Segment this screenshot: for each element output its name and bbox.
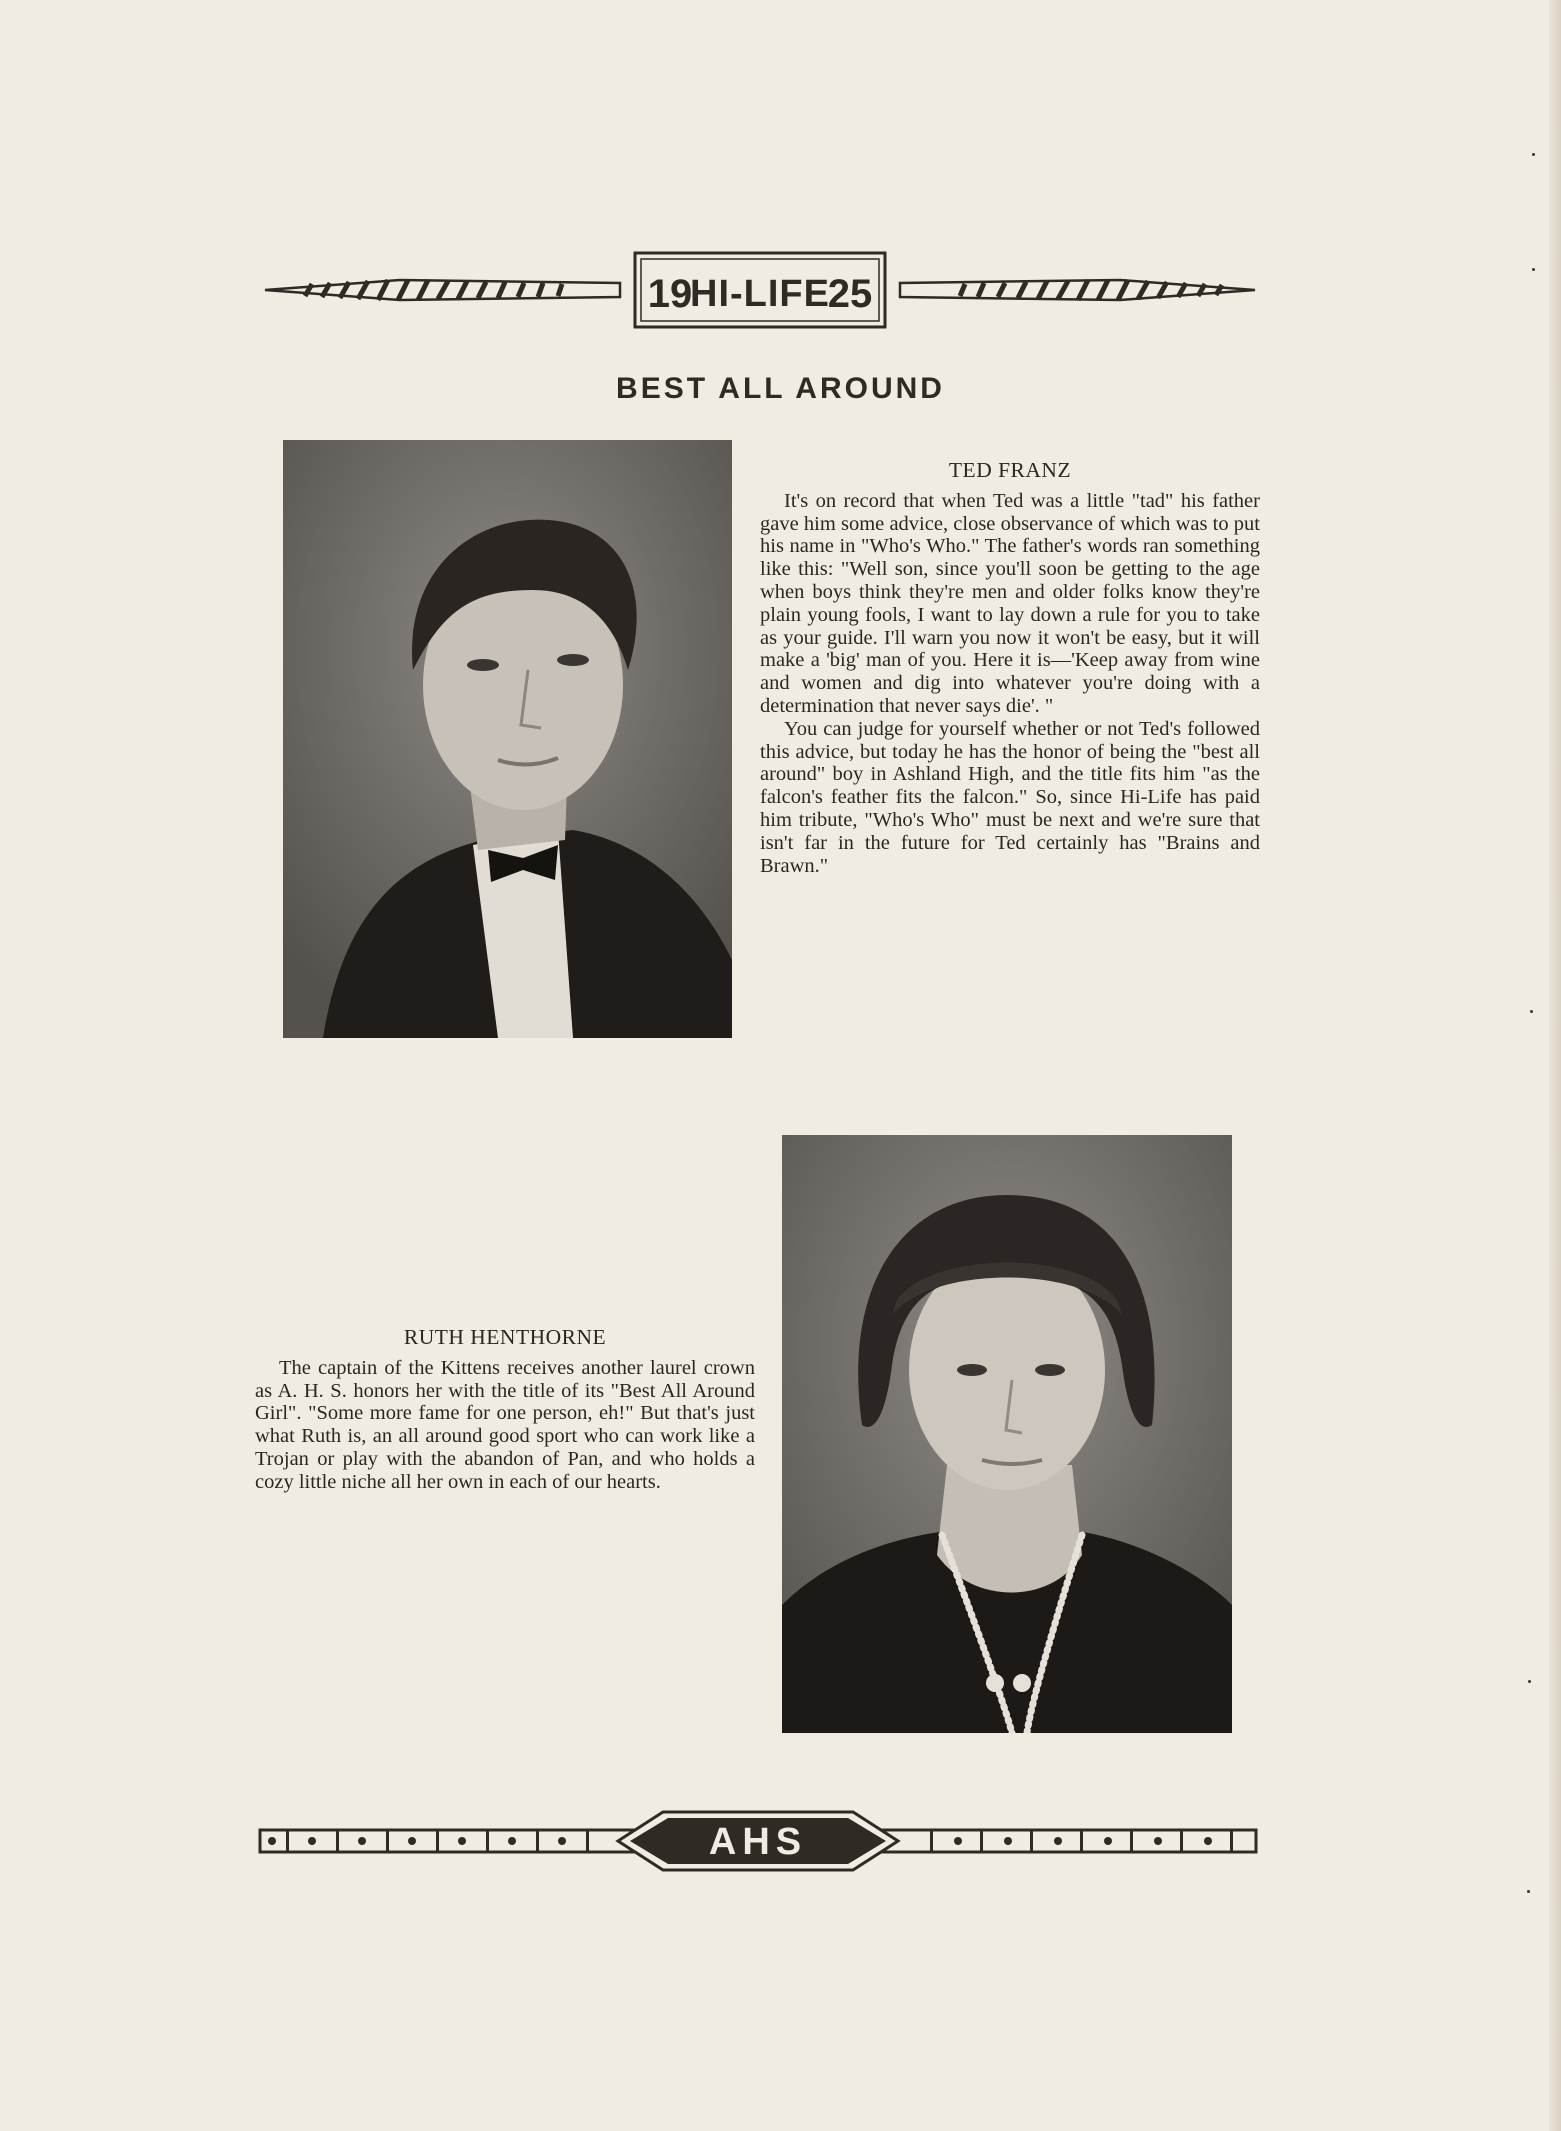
page-speck — [1532, 153, 1535, 156]
ted-bio-paragraph-2: You can judge for yourself whether or not Ted's followed this advice, but today he has the honor of being the "best all around" boy in Ashland High, and the title fits him "as the falcon's feather fits the falcon." So, since Hi-Life has paid him tribute, "Who's Who" must be next and we're sure that isn't far in the future for Ted certainly has "Brains and Brawn." — [760, 717, 1260, 877]
header-ornament — [260, 250, 1260, 330]
year-right-text: 25 — [827, 272, 873, 316]
ruth-henthorne-name: RUTH HENTHORNE — [403, 1325, 607, 1349]
hi-life-title: HI-LIFE — [690, 273, 830, 315]
section-title: BEST ALL AROUND — [616, 372, 945, 405]
page-speck — [1528, 1680, 1531, 1683]
page-speck — [1530, 1010, 1533, 1013]
ted-franz-bio — [760, 459, 1260, 877]
page-speck — [1532, 268, 1535, 271]
ruth-henthorne-portrait — [782, 1135, 1232, 1733]
page-edge — [1549, 0, 1561, 2131]
page-speck — [1527, 1890, 1530, 1893]
ruth-bio-paragraph-1: The captain of the Kittens receives another laurel crown as A. H. S. honors her with the title of its "Best All Around Girl". "Some more fame for one person, eh!" But that's just what Ruth is, an all around good sport who can work like a Trojan or play with the abandon of Pan, and who holds a cozy little niche all her own in each of our hearts. — [255, 1356, 755, 1493]
ted-franz-portrait — [283, 440, 732, 1038]
year-left-text: 19 — [647, 272, 693, 316]
hi-life-logo — [260, 250, 1260, 330]
ruth-henthorne-bio — [255, 1326, 755, 1494]
footer-ornament — [258, 1808, 1258, 1872]
ted-bio-paragraph-1: It's on record that when Ted was a little "tad" his father gave him some advice, close observance of which was to put his name in "Who's Who." The father's words ran something like this: "Well son, since you'll soon be getting to the age when boys think they're men and older folks know they're plain young fools, I want to lay down a rule for you to take as your guide. I'll warn you now it won't be easy, but it will make a 'big' man of you. Here it is—'Keep away from wine and women and dig into whatever you're doing with a determination that never says die'. " — [760, 489, 1260, 717]
ahs-emblem-text: AHS — [708, 1821, 808, 1863]
ted-franz-name: TED FRANZ — [948, 458, 1072, 482]
